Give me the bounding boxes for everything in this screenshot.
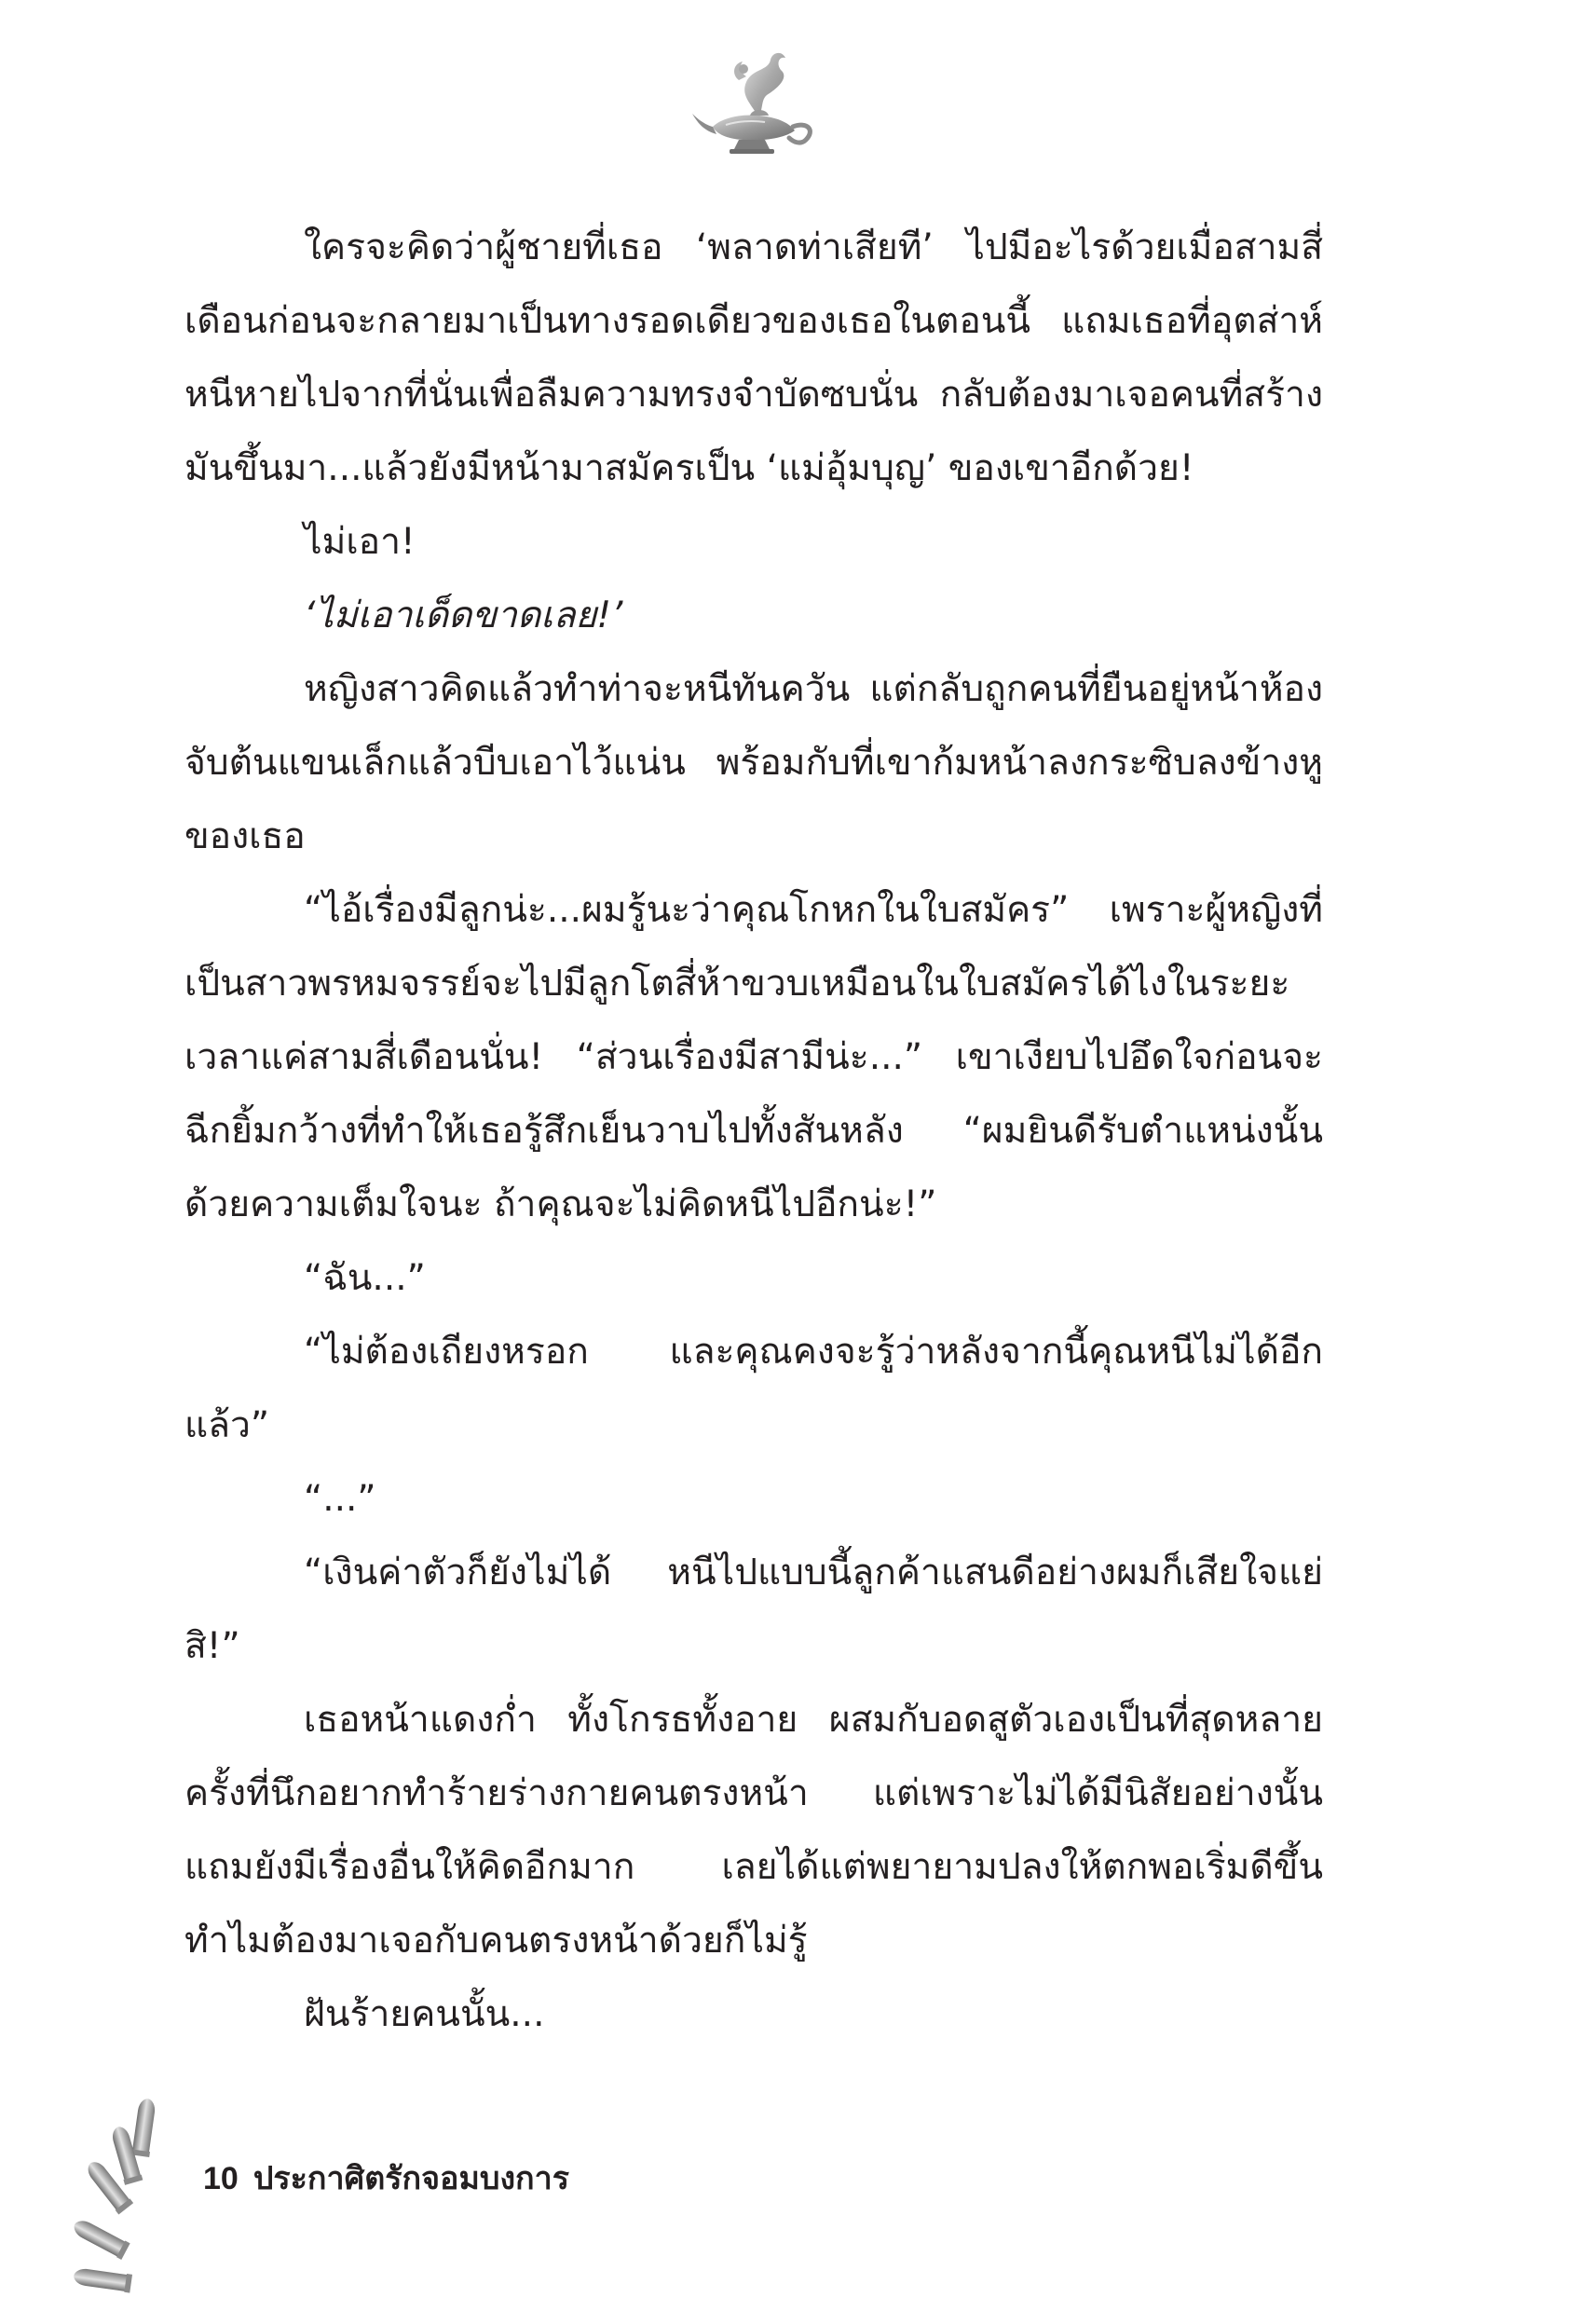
paragraph-thought: ‘ไม่เอาเด็ดขาดเลย!’ <box>304 595 623 636</box>
paragraph: “เงินค่าตัวก็ยังไม่ได้ หนีไปแบบนี้ลูกค้าแสนดีอย่างผมก็เสียใจแย่สิ!” <box>184 1552 1323 1667</box>
bullets-icon <box>67 2092 188 2306</box>
book-title: ประกาศิตรักจอมบงการ <box>252 2161 569 2196</box>
paragraph: “ไอ้เรื่องมีลูกน่ะ...ผมรู้นะว่าคุณโกหกในใบสมัคร” เพราะผู้หญิงที่เป็นสาวพรหมจรรย์จะไปมีลูกโตสี่ห้าขวบเหมือนในใบสมัครได้ไงในระยะเวลาแค่สามสี่เดือนนั่น! “ส่วนเรื่องมีสามีน่ะ...” เขาเงียบไปอึดใจก่อนจะฉีกยิ้มกว้างที่ทำให้เธอรู้สึกเย็นวาบไปทั้งสันหลัง “ผมยินดีรับตำแหน่งนั้นด้วยความเต็มใจนะ ถ้าคุณจะไม่คิดหนีไปอีกน่ะ!” <box>184 889 1323 1225</box>
paragraph: “ไม่ต้องเถียงหรอก และคุณคงจะรู้ว่าหลังจากนี้คุณหนีไม่ได้อีกแล้ว” <box>184 1331 1323 1446</box>
lamp-with-genie-icon <box>685 48 825 160</box>
paragraph: ใครจะคิดว่าผู้ชายที่เธอ ‘พลาดท่าเสียที’ ไปมีอะไรด้วยเมื่อสามสี่เดือนก่อนจะกลายมาเป็นทางรอดเดียวของเธอในตอนนี้ แถมเธอที่อุตส่าห์หนีหายไปจากที่นั่นเพื่อลืมความทรงจำบัดซบนั่น กลับต้องมาเจอคนที่สร้างมันขึ้นมา...แล้วยังมีหน้ามาสมัครเป็น ‘แม่อุ้มบุญ’ ของเขาอีกด้วย! <box>184 226 1323 489</box>
paragraph: ไม่เอา! <box>304 521 416 563</box>
page-footer <box>203 2158 569 2199</box>
page-number: 10 <box>203 2161 239 2196</box>
paragraph: หญิงสาวคิดแล้วทำท่าจะหนีทันควัน แต่กลับถูกคนที่ยืนอยู่หน้าห้องจับต้นแขนเล็กแล้วบีบเอาไว้แน่น พร้อมกับที่เขาก้มหน้าลงกระซิบลงข้างหูของเธอ <box>184 668 1323 857</box>
paragraph: “...” <box>304 1478 376 1520</box>
paragraph: เธอหน้าแดงก่ำ ทั้งโกรธทั้งอาย ผสมกับอดสูตัวเองเป็นที่สุดหลายครั้งที่นึกอยากทำร้ายร่างกายคนตรงหน้า แต่เพราะไม่ได้มีนิสัยอย่างนั้น แถมยังมีเรื่องอื่นให้คิดอีกมาก เลยได้แต่พยายามปลงให้ตกพอเริ่มดีขึ้นทำไมต้องมาเจอกับคนตรงหน้าด้วยก็ไม่รู้ <box>184 1699 1323 1962</box>
body-text <box>184 211 1323 2051</box>
paragraph: ฝันร้ายคนนั้น... <box>304 1993 545 2035</box>
paragraph: “ฉัน...” <box>304 1257 426 1299</box>
